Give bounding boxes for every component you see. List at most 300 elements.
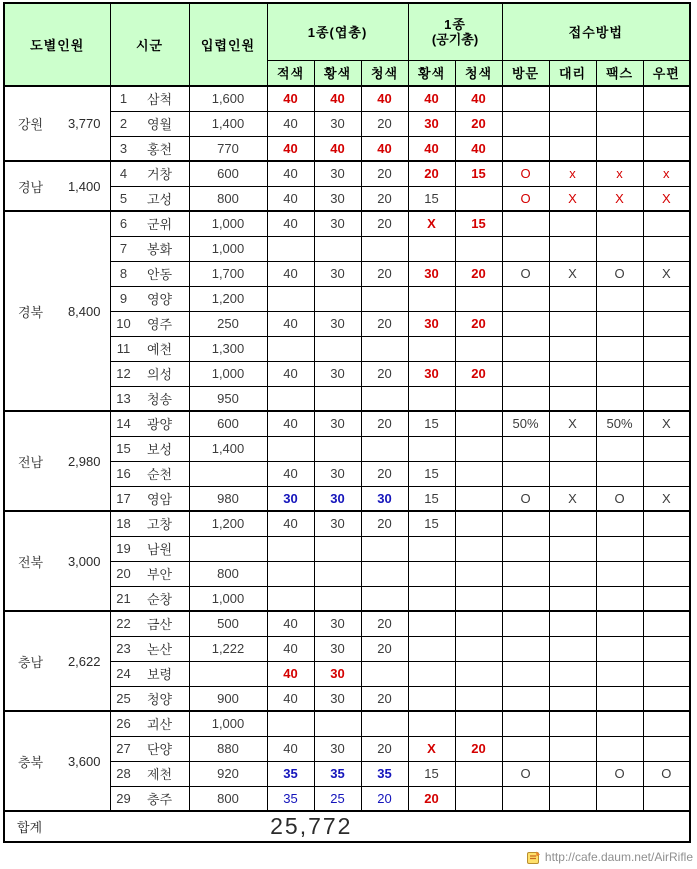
province-name: 충북 [18,754,44,770]
input-count-cell: 1,700 [189,261,267,286]
value-cell: 20 [361,361,408,386]
city-name: 광양 [146,417,173,433]
row-number: 25 [116,690,131,706]
value-cell: 15 [408,411,455,436]
value-cell: O [502,486,549,511]
city-cell [110,336,189,361]
value-cell: 30 [267,486,314,511]
value-cell [361,386,408,411]
city-cell [110,386,189,411]
value-cell: 25 [314,786,361,811]
value-cell [361,286,408,311]
value-cell [596,611,643,636]
city-name: 홍천 [146,141,173,157]
row-number: 7 [119,241,128,256]
value-cell [596,111,643,136]
value-cell [455,436,502,461]
value-cell: O [596,761,643,786]
value-cell [267,286,314,311]
value-cell: 40 [361,86,408,111]
city-cell [110,586,189,611]
input-count-cell: 1,222 [189,636,267,661]
city-name: 군위 [146,217,173,233]
value-cell [643,611,690,636]
row-number: 3 [119,140,128,156]
row-number: 21 [116,590,131,606]
value-cell: 30 [314,636,361,661]
value-cell: 20 [361,736,408,761]
value-cell: 40 [267,186,314,211]
city-cell [110,411,189,436]
value-cell: 20 [361,461,408,486]
value-cell [596,711,643,736]
value-cell [455,486,502,511]
value-cell [314,336,361,361]
row-number: 16 [116,466,131,481]
value-cell [549,586,596,611]
row-number: 24 [116,666,131,681]
row-number: 11 [116,341,131,356]
summary-label: 합계 [17,820,43,835]
value-cell: X [549,486,596,511]
value-cell [643,336,690,361]
value-cell [408,611,455,636]
value-cell: x [643,161,690,186]
value-cell: 20 [361,311,408,336]
header-group-airgun [408,3,502,60]
value-cell: 50% [596,411,643,436]
value-cell [596,286,643,311]
value-cell: 15 [455,161,502,186]
value-cell [549,636,596,661]
value-cell: 15 [408,186,455,211]
row-number: 4 [119,166,128,182]
value-cell [549,236,596,261]
value-cell: X [643,261,690,286]
value-cell [549,436,596,461]
input-count-cell [189,461,267,486]
value-cell: 20 [455,261,502,286]
value-cell: 30 [314,261,361,286]
header-province: 도별인원 [4,3,110,86]
table-header [4,3,690,86]
input-count-cell: 950 [189,386,267,411]
value-cell: O [596,486,643,511]
value-cell [455,286,502,311]
row-number: 5 [119,190,128,206]
input-count-cell: 1,400 [189,436,267,461]
value-cell [643,86,690,111]
city-cell [110,211,189,236]
city-name: 봉화 [146,242,173,257]
value-cell: 30 [314,611,361,636]
value-cell [455,386,502,411]
value-cell [596,361,643,386]
value-cell [408,286,455,311]
value-cell [267,586,314,611]
header-sub-yellow: 황색 [314,60,361,86]
header-sub-fax: 팩스 [596,60,643,86]
city-name: 안동 [146,267,173,282]
city-cell [110,661,189,686]
value-cell [502,86,549,111]
row-number: 22 [116,616,131,632]
input-count-cell: 600 [189,161,267,186]
value-cell [643,236,690,261]
value-cell [314,586,361,611]
row-number: 14 [116,416,131,432]
value-cell [408,711,455,736]
value-cell [596,86,643,111]
value-cell [455,686,502,711]
value-cell [267,336,314,361]
value-cell: 30 [361,486,408,511]
value-cell [549,561,596,586]
value-cell [267,561,314,586]
value-cell [596,536,643,561]
value-cell: 50% [502,411,549,436]
value-cell: 40 [267,161,314,186]
value-cell [408,536,455,561]
value-cell [455,611,502,636]
city-cell [110,561,189,586]
watermark [3,850,693,864]
row-number: 20 [116,566,131,581]
value-cell: 35 [314,761,361,786]
value-cell [549,136,596,161]
source-url[interactable]: http://cafe.daum.net/AirRifle [544,850,693,864]
value-cell [643,211,690,236]
value-cell [643,286,690,311]
value-cell [549,536,596,561]
value-cell [361,236,408,261]
province-name: 충남 [18,654,44,670]
value-cell [596,786,643,811]
value-cell: 40 [267,736,314,761]
value-cell: O [502,186,549,211]
value-cell [455,186,502,211]
value-cell [549,511,596,536]
value-cell: 20 [455,361,502,386]
value-cell: 35 [361,761,408,786]
value-cell [502,786,549,811]
value-cell [455,411,502,436]
value-cell: 30 [408,361,455,386]
input-count-cell: 1,200 [189,511,267,536]
value-cell: 30 [314,361,361,386]
city-cell [110,136,189,161]
city-cell [110,461,189,486]
value-cell [502,611,549,636]
city-name: 청송 [146,391,173,407]
value-cell [643,536,690,561]
city-name: 거창 [146,167,173,183]
value-cell [596,136,643,161]
value-cell: 35 [267,786,314,811]
value-cell [549,86,596,111]
value-cell: x [596,161,643,186]
value-cell: 40 [267,86,314,111]
value-cell: 40 [267,211,314,236]
province-name: 경남 [18,179,44,195]
value-cell [596,636,643,661]
header-city: 시군 [110,3,189,86]
city-cell [110,236,189,261]
province-total: 3,770 [67,116,101,131]
city-cell [110,186,189,211]
value-cell: 40 [455,86,502,111]
city-cell [110,111,189,136]
city-name: 충주 [146,791,173,807]
city-cell [110,86,189,111]
input-count-cell: 800 [189,786,267,811]
value-cell [549,711,596,736]
value-cell [549,761,596,786]
value-cell [596,386,643,411]
city-cell [110,686,189,711]
input-count-cell [189,536,267,561]
input-count-cell: 500 [189,611,267,636]
city-cell [110,786,189,811]
value-cell [314,711,361,736]
value-cell: 40 [267,261,314,286]
value-cell: 40 [267,411,314,436]
city-cell [110,736,189,761]
value-cell [502,636,549,661]
value-cell: 30 [314,411,361,436]
value-cell [502,511,549,536]
cafe-note-icon [527,851,541,864]
value-cell: 30 [314,186,361,211]
value-cell: 20 [455,111,502,136]
province-cell [4,511,110,611]
value-cell [267,711,314,736]
value-cell [596,461,643,486]
value-cell [408,386,455,411]
province-total: 2,622 [67,653,101,669]
city-cell [110,261,189,286]
value-cell [502,461,549,486]
city-cell [110,511,189,536]
value-cell [549,311,596,336]
province-total: 3,600 [67,753,101,769]
value-cell [502,561,549,586]
value-cell: X [549,261,596,286]
province-cell [4,161,110,211]
row-number: 23 [116,641,131,656]
value-cell: 40 [267,311,314,336]
value-cell: 40 [361,136,408,161]
province-name: 전북 [18,554,44,570]
province-cell [4,611,110,711]
city-name: 보성 [146,442,173,457]
row-number: 28 [116,766,131,781]
header-sub-air-yellow: 황색 [408,60,455,86]
header-sub-blue: 청색 [361,60,408,86]
city-name: 괴산 [146,717,173,733]
value-cell [502,111,549,136]
value-cell [643,436,690,461]
value-cell [549,386,596,411]
value-cell [361,711,408,736]
value-cell: 40 [314,86,361,111]
value-cell: X [408,736,455,761]
table-row [4,86,690,111]
city-name: 금산 [146,617,173,633]
value-cell: 20 [361,261,408,286]
row-number: 17 [116,490,131,506]
city-name: 영양 [146,292,173,307]
value-cell [361,336,408,361]
header-group-airgun-line2: (공기총) [431,31,479,47]
header-input: 입렵인원 [189,3,267,86]
row-number: 9 [119,291,128,306]
input-count-cell: 1,000 [189,211,267,236]
province-cell [4,86,110,161]
value-cell [549,736,596,761]
value-cell [408,561,455,586]
value-cell [643,711,690,736]
value-cell [502,361,549,386]
value-cell [408,436,455,461]
province-name: 전남 [18,454,44,470]
input-count-cell: 600 [189,411,267,436]
value-cell [267,536,314,561]
value-cell: 30 [314,736,361,761]
value-cell: X [549,186,596,211]
header-sub-visit: 방문 [502,60,549,86]
header-sub-proxy: 대리 [549,60,596,86]
value-cell: 20 [455,311,502,336]
value-cell [455,636,502,661]
city-name: 영월 [146,117,173,132]
value-cell: 20 [361,611,408,636]
value-cell [314,536,361,561]
value-cell [361,536,408,561]
row-number: 1 [119,91,128,107]
value-cell [502,686,549,711]
value-cell [502,336,549,361]
value-cell: 30 [314,661,361,686]
summary-total-value: 25,772 [270,813,353,839]
value-cell: 40 [267,661,314,686]
value-cell: X [643,186,690,211]
value-cell: 40 [455,136,502,161]
city-name: 논산 [146,642,173,657]
row-number: 15 [116,441,131,456]
value-cell [314,436,361,461]
value-cell: 40 [267,136,314,161]
city-cell [110,486,189,511]
header-sub-red: 적색 [267,60,314,86]
value-cell [502,536,549,561]
table-row [4,511,690,536]
value-cell [361,661,408,686]
input-count-cell: 250 [189,311,267,336]
value-cell [596,311,643,336]
license-quota-table [3,2,691,843]
value-cell [643,111,690,136]
value-cell [408,236,455,261]
value-cell: O [643,761,690,786]
city-name: 순창 [146,591,173,607]
value-cell [596,336,643,361]
value-cell: 30 [314,486,361,511]
city-name: 삼척 [146,92,173,108]
header-sub-mail: 우편 [643,60,690,86]
value-cell: 20 [408,161,455,186]
row-number: 13 [116,390,131,406]
value-cell: O [502,761,549,786]
value-cell [596,736,643,761]
value-cell: 20 [455,736,502,761]
value-cell: X [408,211,455,236]
value-cell: 30 [314,211,361,236]
value-cell: 15 [408,486,455,511]
value-cell [502,211,549,236]
value-cell [455,511,502,536]
city-cell [110,361,189,386]
city-cell [110,311,189,336]
city-cell [110,761,189,786]
value-cell: O [596,261,643,286]
value-cell [455,461,502,486]
city-name: 의성 [146,367,173,382]
value-cell [596,686,643,711]
city-name: 보령 [146,667,173,682]
value-cell [596,511,643,536]
value-cell [549,611,596,636]
input-count-cell: 920 [189,761,267,786]
value-cell [596,436,643,461]
value-cell [455,536,502,561]
value-cell [408,661,455,686]
value-cell [408,686,455,711]
value-cell: 30 [314,461,361,486]
value-cell: 20 [361,511,408,536]
row-number: 8 [119,266,128,281]
value-cell: 40 [267,361,314,386]
value-cell [314,561,361,586]
province-total: 1,400 [67,178,101,194]
input-count-cell: 980 [189,486,267,511]
row-number: 6 [119,216,128,232]
value-cell [596,236,643,261]
value-cell: 30 [314,111,361,136]
province-cell [4,411,110,511]
value-cell: X [549,411,596,436]
value-cell [455,711,502,736]
value-cell [502,736,549,761]
input-count-cell: 1,000 [189,361,267,386]
value-cell: 20 [361,786,408,811]
value-cell [549,786,596,811]
city-name: 순천 [146,467,173,482]
value-cell [361,586,408,611]
value-cell [314,386,361,411]
input-count-cell: 1,000 [189,711,267,736]
value-cell: 40 [408,136,455,161]
input-count-cell: 800 [189,186,267,211]
value-cell: 30 [314,511,361,536]
value-cell: X [643,486,690,511]
value-cell [643,686,690,711]
province-name: 강원 [18,117,44,132]
row-number: 10 [116,316,131,331]
city-cell [110,611,189,636]
row-number: 26 [116,716,131,732]
value-cell: x [549,161,596,186]
